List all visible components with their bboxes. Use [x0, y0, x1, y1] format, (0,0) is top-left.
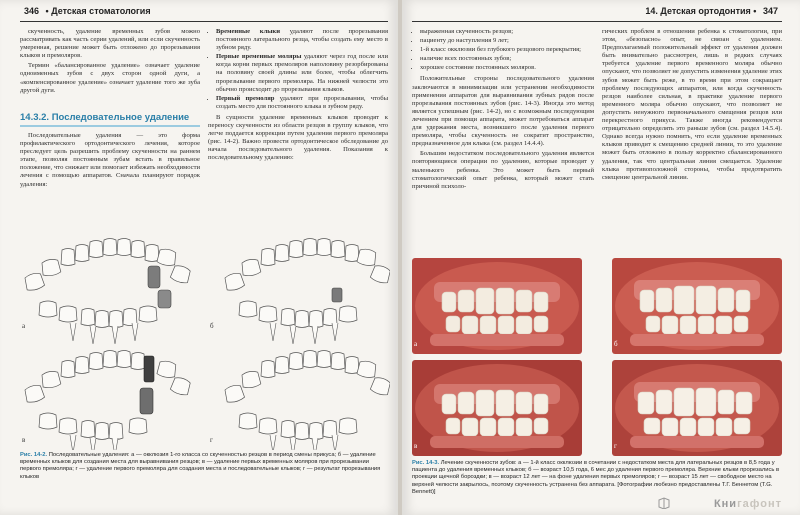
left-running-header: 346 • Детская стоматология — [24, 6, 151, 16]
indications-list — [412, 28, 594, 72]
list-item: • Первый премоляр удаляют при прорезывании, чтобы создать место для постоянного клыка в зубном ряду. — [216, 95, 388, 111]
panel-a-diagram — [24, 239, 192, 345]
panel-label-d: г — [210, 436, 213, 444]
dental-arch-diagrams — [20, 228, 390, 450]
photo-label-d: г — [614, 442, 617, 450]
left-page — [0, 0, 398, 515]
paragraph: скученность, удаление временных зубов можно рассматривать как часть серии удалений, или если скученность умеренная, решение может быть отложено до прорезывания клыков и премоляров. — [20, 28, 200, 60]
caption-text: Лечение скученности зубов: а — 1-й класс окклюзии в сочетании с недостатком места для латеральных резцов в 8,5 года у пациента до удаления временных клыков; б — возраст 10,5 года, 6 мес до удаления первого премоляра. Верхние клыки прорезались в проекции щечной бороздки; в — возраст 12 лет — на фоне удаления первых премоляров; г — возраст 15 лет — свободное место на верхней челюсти закрылось, поэтому скученность устранена без аппарата. [Фотографии любезно предоставлены Т.Г. Беннетом (T.G. Bennett)] — [412, 460, 780, 495]
list-item: • хорошее состояние постоянных моляров. — [420, 64, 594, 72]
figure-14-2-caption — [20, 452, 388, 481]
caption-title: Рис. 14-3. — [412, 460, 440, 466]
book-logo-icon — [658, 497, 670, 509]
list-item: • Первые временные моляры удаляют через год после или когда корни первых премоляров наполовину резорбированы на половину своей длины или более, чтобы облегчить прорезывание первого премоляра. На нижней челюсти это обычно происходит до прорезывания клыков. — [216, 53, 388, 93]
photo-label-b: б — [614, 340, 618, 348]
right-col1 — [412, 28, 594, 193]
caption-title: Рис. 14-2. — [20, 452, 48, 458]
paragraph: Последовательные удаления — это форма профилактического ортодонтического лечения, которое преследует цель разрешить проблему скученности на раннем этапе, позволяя постоянным зубам встать в правильное положение, что снижает или помогает избежать необходимости лечения с помощью аппаратов. Сначала планируют порядок удаления: — [20, 132, 200, 188]
left-col1-bottom — [20, 132, 200, 191]
list-item: • выраженная скученность резцов; — [420, 28, 594, 36]
right-page — [402, 0, 800, 515]
right-header-rule — [412, 21, 782, 22]
panel-label-c: в — [22, 436, 26, 444]
photo-label-c: в — [414, 442, 418, 450]
panel-b-diagram — [224, 239, 390, 345]
photo-a — [412, 258, 582, 354]
paragraph: Термин «балансированное удаление» означает удаление одноименных зубов с двух сторон одной дуги, а «компенсированное удаление» означает удаление того же зуба другой дуги. — [20, 62, 200, 94]
caption-text: Последовательные удаления: а — окклюзия 1-го класса со скученностью резцов в период смены прикуса; б — удаление временных клыков для создания места для выравнивания резцов; в — удаление первых временных моляров при прорезывании первого премоляра; г — удаление первого премоляра для создания места и последовательные клыков; г — результат прорезывания клыков — [20, 452, 381, 480]
list-item: • пациенту до наступления 9 лет; — [420, 37, 594, 45]
right-col2 — [602, 28, 782, 184]
panel-c-diagram — [24, 351, 192, 451]
photo-c — [412, 360, 582, 456]
watermark-logo: Книгафонт — [713, 498, 782, 510]
panel-d-diagram — [224, 351, 390, 451]
paragraph: Положительные стороны последовательного удаления заключаются в минимизации или устранении необходимости применения аппаратов для выравнивания зубных рядов после прорезывания постоянных зубов (рис. 14-3). Иногда это метод является успешным (рис. 14-2), но с возможным последующим лечением при помощи аппарата, может потребоваться аппарат для удержания места, возникшего после удаления первого премоляра, чтобы скученность не сократит пространство, предназначенное для клыка (см. раздел 14.4.4). — [412, 75, 594, 148]
panel-label-b: б — [210, 322, 214, 330]
panel-label-a: а — [22, 322, 26, 330]
right-page-number: 347 — [762, 6, 778, 16]
paragraph: Большим недостатком последовательного удаления является повторяющиеся операции по удалению, которые проводят у маленького ребенка. Это может быть первый стоматологический опыт ребенка, который может стать причиной психоло- — [412, 150, 594, 190]
list-item: • Временные клыки удаляют после прорезывания постоянного латерального резца, чтобы создать ему место в зубном ряду. — [216, 28, 388, 52]
paragraph: В сущности удаление временных клыков проводят к переносу скученности из области резцов в группу клыков, что легче поддается коррекции путем удаления первого премоляра (рис. 14-2). Важно провести ортодонтическое обследование до начала последовательного удаления. Показания к последовательному удалению: — [208, 113, 388, 162]
left-col2 — [208, 28, 388, 165]
extraction-order-list — [208, 28, 388, 111]
left-header-rule — [20, 21, 388, 22]
left-running-title: Детская стоматология — [51, 6, 151, 16]
photo-label-a: а — [414, 340, 418, 348]
left-page-number: 346 — [24, 6, 40, 16]
paragraph: гических проблем в отношении ребенка к стоматологии, при этом, «безопасно» опыт, не связан с удалением. Предполагаемый положительный эффект от удаления должен быть внимательно рассмотрен, лишь в редких случаях требуется удаление первого временного моляра обычно опускают, что позволяет не допустить изменения удаление этих зубов может быть реже, в то время при этом сокращает проблему последующих аппаратов, или когда скученность резцов наиболее сильная, в практике удаление первого временного моляра обычно опускают, что позволяет не допустить ненужного первоначального смещения резцов или перекрестного прикуса. Также иногда рекомендуется отрицательно определять это раньше зубов (см. раздел 14.5.4). Однако всегда нужно помнить, что если удаление временных клыков приводит к смещению средней линии, то это удаление может быть отложено в пользу корректно сбалансированного удаления, так что центральная линия смещается. Удаление клыка противоположной стороны, чтобы предотвратить смещение центральной линии. — [602, 28, 782, 181]
list-item: • 1-й класс окклюзии без глубокого резцового перекрытия; — [420, 46, 594, 54]
figure-14-3-caption — [412, 460, 782, 496]
section-heading: 14.3.2. Последовательное удаление — [20, 112, 200, 127]
left-col1-top — [20, 28, 200, 97]
photo-d — [612, 360, 782, 456]
right-running-title: 14. Детская ортодонтия — [645, 6, 751, 16]
list-item: • наличие всех постоянных зубов; — [420, 55, 594, 63]
photo-b — [612, 258, 782, 354]
figure-14-2 — [20, 228, 390, 450]
right-running-header: 14. Детская ортодонтия • 347 — [645, 6, 778, 16]
